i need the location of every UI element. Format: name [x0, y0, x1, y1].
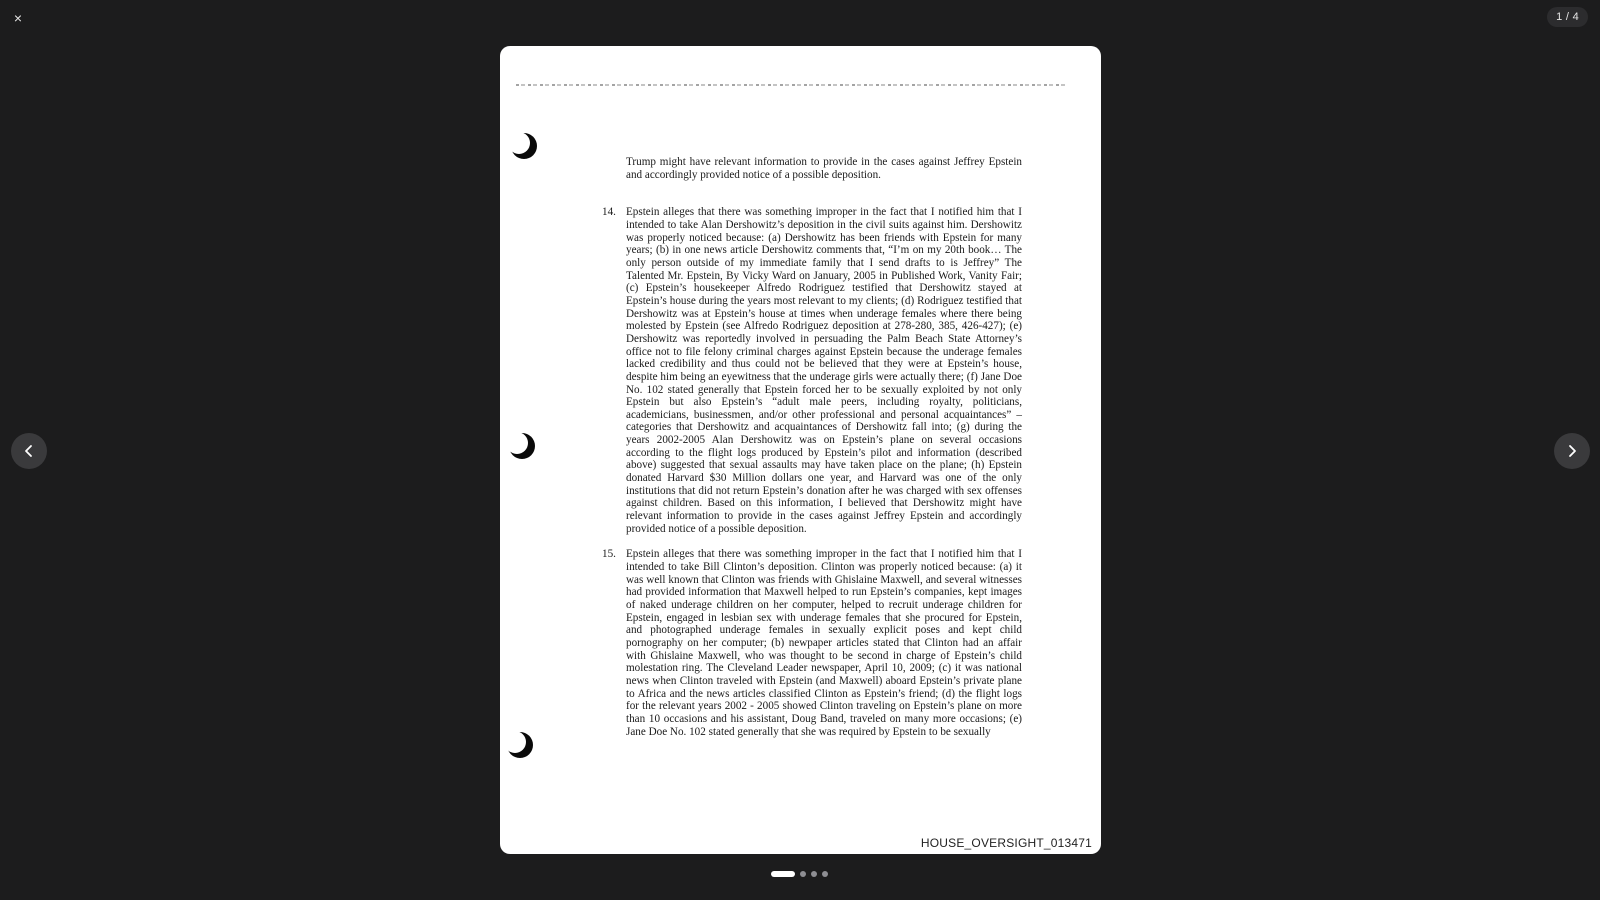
paragraph-number: 15.	[602, 548, 616, 561]
pagination-dots	[771, 871, 828, 877]
binder-hole-icon	[510, 132, 540, 160]
paragraph-text: Trump might have relevant information to provide in the cases against Jeffrey Epstein and accordingly provided notice of a possible deposition.	[626, 156, 1022, 181]
binder-hole-icon	[508, 432, 538, 460]
document-page	[500, 46, 1101, 854]
next-button[interactable]	[1554, 433, 1590, 469]
paragraph-15	[602, 548, 1022, 738]
pagination-dot-2[interactable]	[800, 871, 806, 877]
paragraph-text: Epstein alleges that there was something improper in the fact that I notified him that I intended to take Alan Dershowitz’s deposition in the civil suits against him. Dershowitz was properly noticed because: (a) Dershowitz has been friends with Epstein for many years; (b) in one news article Dershowitz comments that, “I’m on my 20th book… The only person outside of my immediate family that I send drafts to is Jeffrey” The Talented Mr. Epstein, By Vicky Ward on January, 2005 in Published Work, Vanity Fair; (c) Epstein’s housekeeper Alfredo Rodriguez testified that Dershowitz stayed at Epstein’s house during the years most relevant to my clients; (d) Rodriguez testified that Dershowitz was at Epstein’s house at times when underage females where there being molested by Epstein (see Alfredo Rodriguez deposition at 278-280, 385, 426-427); (e) Dershowitz was reportedly involved in persuading the Palm Beach State Attorney’s office not to file felony criminal charges against Epstein because the underage females lacked credibility and thus could not be believed that they were at Epstein’s house, despite him being an eyewitness that the underage girls were actually there; (f) Jane Doe No. 102 stated generally that Epstein forced her to be sexually exploited by not only Epstein but also Epstein’s “adult male peers, including royalty, politicians, academicians, businessmen, and/or other professional and personal acquaintances” – categories that Dershowitz and acquaintances of Dershowitz fall into; (g) during the years 2002-2005 Alan Dershowitz was on Epstein’s plane on several occasions according to the flight logs produced by Epstein’s pilot and information (described above) suggested that sexual assaults may have taken place on the plane; (h) Epstein donated Harvard $30 Million dollars one year, and Harvard was one of the only institutions that did not return Epstein’s donation after he was charged with sex offenses against children. Based on this information, I believed that Dershowitz might have relevant information to provide in the cases against Jeffrey Epstein and accordingly provided notice of a possible deposition.	[626, 206, 1022, 535]
pagination-dot-4[interactable]	[822, 871, 828, 877]
paragraph-14	[602, 206, 1022, 535]
chevron-left-icon	[22, 444, 36, 458]
document-body	[602, 156, 1022, 738]
close-icon: ×	[13, 10, 23, 26]
pagination-dot-3[interactable]	[811, 871, 817, 877]
paragraph-continuation	[626, 156, 1022, 181]
paragraph-text: Epstein alleges that there was something improper in the fact that I notified him that I intended to take Bill Clinton’s deposition. Clinton was properly noticed because: (a) it was well known that Clinton was friends with Ghislaine Maxwell, and several witnesses had provided information that Maxwell helped to run Epstein’s companies, kept images of naked underage children on her computer, helped to recruit underage children for Epstein, engaged in lesbian sex with underage females that she procured for Epstein, and photographed underage females in sexually explicit poses and kept child pornography on her computer; (b) newpaper articles stated that Clinton had an affair with Ghislaine Maxwell, who was thought to be second in charge of Epstein’s child molestation ring. The Cleveland Leader newspaper, April 10, 2009; (c) it was national news when Clinton traveled with Epstein (and Maxwell) aboard Epstein’s private plane to Africa and the news articles classified Clinton as Epstein’s friend; (d) the flight logs for the relevant years 2002 - 2005 showed Clinton traveling on Epstein’s plane on more than 10 occasions and his assistant, Doug Band, traveled on many more occasions; (e) Jane Doe No. 102 stated generally that she was required by Epstein to be sexually	[626, 548, 1022, 738]
previous-button[interactable]	[11, 433, 47, 469]
binder-hole-icon	[506, 731, 536, 759]
close-button[interactable]	[8, 8, 28, 28]
paragraph-number: 14.	[602, 206, 616, 219]
chevron-right-icon	[1565, 444, 1579, 458]
scan-artifact-line	[516, 84, 1066, 86]
pagination-dot-1[interactable]	[771, 871, 795, 877]
bates-number: HOUSE_OVERSIGHT_013471	[920, 836, 1092, 850]
page-counter: 1 / 4	[1547, 7, 1588, 27]
